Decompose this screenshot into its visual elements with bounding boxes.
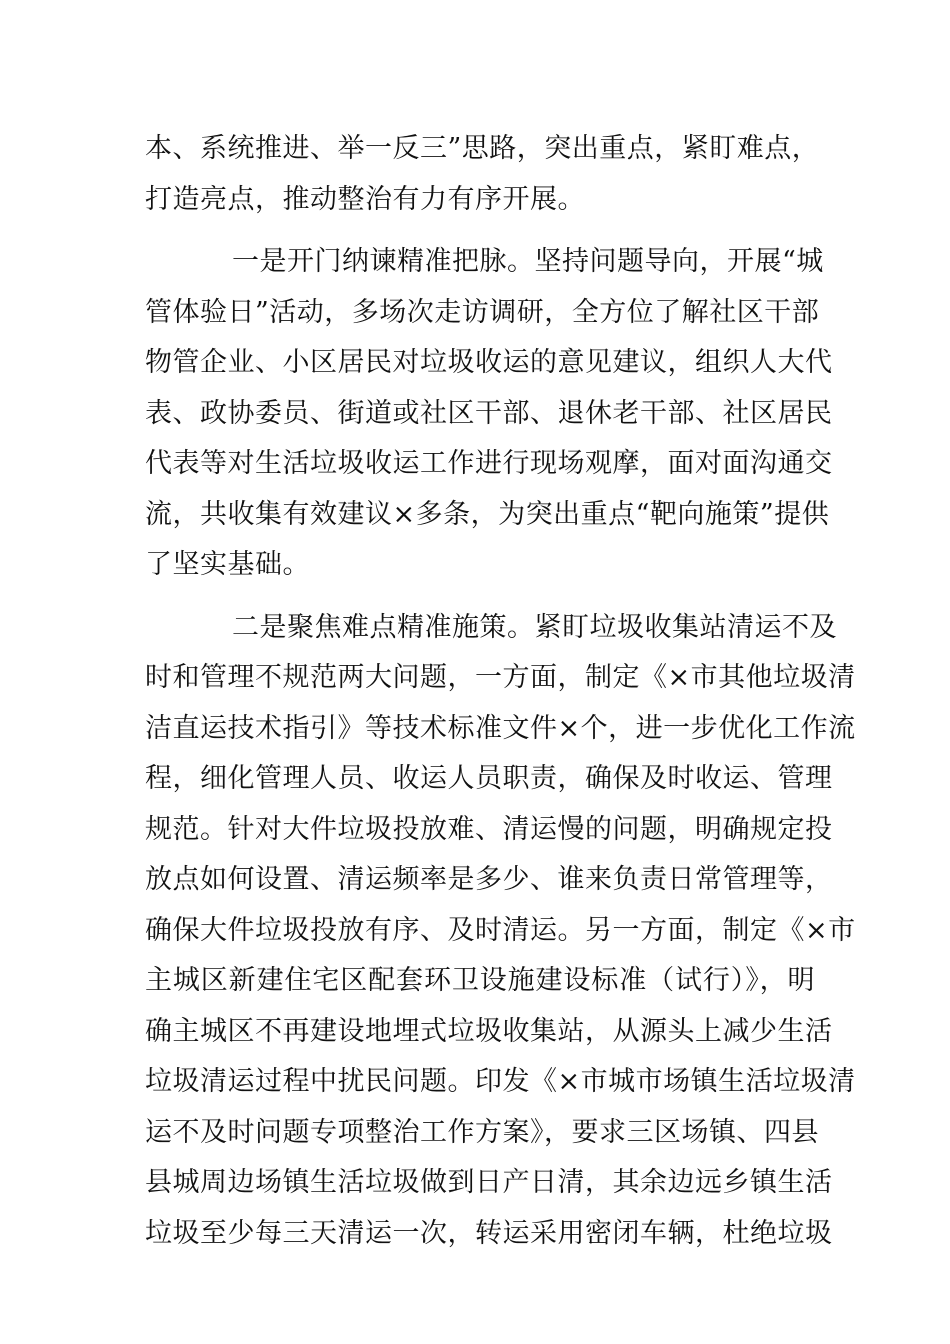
- text-line: 确主城区不再建设地埋式垃圾收集站，从源头上减少生活: [145, 1015, 833, 1047]
- text-line: 确保大件垃圾投放有序、及时清运。另一方面，制定《×市: [145, 914, 856, 946]
- paragraph-point-one: [145, 237, 833, 591]
- document-body: [145, 124, 856, 1259]
- text-line: 洁直运技术指引》等技术标准文件×个，进一步优化工作流: [145, 712, 856, 744]
- text-line: 本、系统推进、举一反三”思路，突出重点，紧盯难点，: [145, 133, 820, 164]
- paragraph-intro-continuation: [145, 124, 820, 225]
- text-line: 放点如何设置、清运频率是多少、谁来负责日常管理等，: [145, 864, 833, 895]
- text-line: 规范。针对大件垃圾投放难、清运慢的问题，明确规定投: [145, 813, 833, 845]
- text-line: 垃圾清运过程中扰民问题。印发《×市城市场镇生活垃圾清: [145, 1066, 856, 1097]
- text-line: 一是开门纳谏精准把脉。坚持问题导向，开展“城: [232, 246, 824, 277]
- text-line: 代表等对生活垃圾收运工作进行现场观摩，面对面沟通交: [145, 448, 833, 479]
- text-line: 县城周边场镇生活垃圾做到日产日清，其余边远乡镇生活: [145, 1167, 833, 1198]
- text-line: 主城区新建住宅区配套环卫设施建设标准（试行）》，明: [145, 965, 815, 996]
- text-line: 时和管理不规范两大问题，一方面，制定《×市其他垃圾清: [145, 662, 856, 693]
- text-line: 打造亮点，推动整治有力有序开展。: [145, 183, 585, 215]
- paragraph-point-two: [145, 603, 856, 1260]
- text-line: 运不及时问题专项整治工作方案》，要求三区场镇、四县: [145, 1116, 819, 1148]
- text-line: 程，细化管理人员、收运人员职责，确保及时收运、管理: [145, 763, 833, 794]
- text-line: 管体验日”活动，多场次走访调研，全方位了解社区干部: [145, 296, 820, 328]
- text-line: 表、政协委员、街道或社区干部、退休老干部、社区居民: [145, 397, 833, 429]
- text-line: 物管企业、小区居民对垃圾收运的意见建议，组织人大代: [145, 347, 833, 378]
- text-line: 了坚实基础。: [145, 549, 310, 580]
- text-line: 流，共收集有效建议×多条，为突出重点“靶向施策”提供: [145, 498, 830, 530]
- text-line: 垃圾至少每三天清运一次，转运采用密闭车辆，杜绝垃圾: [145, 1217, 833, 1249]
- text-line: 二是聚焦难点精准施策。紧盯垃圾收集站清运不及: [232, 611, 837, 643]
